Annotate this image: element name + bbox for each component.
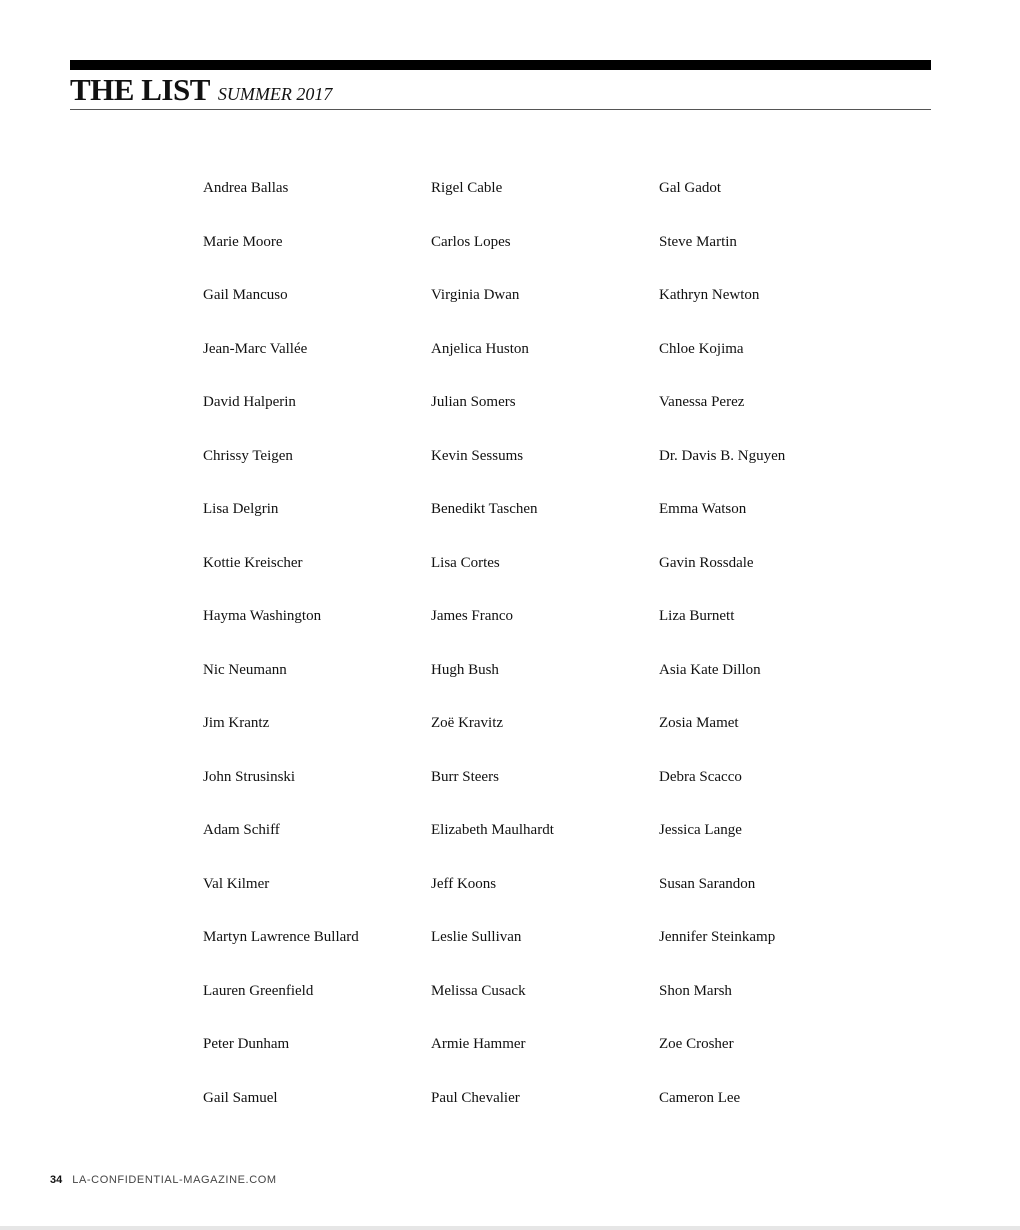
list-item: Armie Hammer xyxy=(431,1036,526,1052)
page-title: THE LIST xyxy=(70,72,210,107)
list-item: Rigel Cable xyxy=(431,180,503,196)
list-item: Gavin Rossdale xyxy=(659,554,754,571)
list-item: Shon Marsh xyxy=(659,982,732,999)
list-item: Nic Neumann xyxy=(203,661,287,678)
list-item: Jeff Koons xyxy=(431,875,497,892)
list-item: Lisa Cortes xyxy=(431,554,500,571)
page-subtitle: SUMMER 2017 xyxy=(217,84,333,104)
list-item: Martyn Lawrence Bullard xyxy=(203,929,359,945)
list-item: Jim Krantz xyxy=(203,715,270,731)
names-list xyxy=(203,177,887,1140)
list-item: Melissa Cusack xyxy=(431,982,526,999)
list-item: Carlos Lopes xyxy=(431,233,511,250)
header-top-rule xyxy=(70,60,931,70)
list-item: Benedikt Taschen xyxy=(431,501,538,517)
list-item: Asia Kate Dillon xyxy=(659,661,761,678)
list-item: Elizabeth Maulhardt xyxy=(431,822,554,838)
list-item: Virginia Dwan xyxy=(431,287,520,303)
list-item: Leslie Sullivan xyxy=(431,929,522,945)
list-item: Anjelica Huston xyxy=(431,340,529,357)
page-header xyxy=(70,72,332,108)
site-url: LA-CONFIDENTIAL-MAGAZINE.COM xyxy=(72,1174,277,1186)
list-item: Zoe Crosher xyxy=(659,1036,734,1052)
list-item: Kottie Kreischer xyxy=(203,554,303,571)
list-item: Julian Somers xyxy=(431,394,516,410)
list-item: Jennifer Steinkamp xyxy=(659,929,776,945)
list-item: Val Kilmer xyxy=(203,875,270,892)
list-item: Lauren Greenfield xyxy=(203,982,314,999)
list-item: Zoë Kravitz xyxy=(431,715,504,731)
list-item: Dr. Davis B. Nguyen xyxy=(659,447,786,464)
page-footer xyxy=(50,1174,277,1186)
list-item: Adam Schiff xyxy=(203,822,280,838)
list-item: Zosia Mamet xyxy=(659,715,739,731)
list-item: Peter Dunham xyxy=(203,1036,290,1052)
list-item: Hugh Bush xyxy=(431,661,499,678)
page-number: 34 xyxy=(50,1174,63,1186)
list-item: Paul Chevalier xyxy=(431,1089,520,1106)
list-item: Lisa Delgrin xyxy=(203,501,279,517)
list-item: Susan Sarandon xyxy=(659,875,756,892)
list-item: Hayma Washington xyxy=(203,608,322,624)
list-item: David Halperin xyxy=(203,394,296,410)
list-item: Vanessa Perez xyxy=(659,394,745,410)
list-item: Jean-Marc Vallée xyxy=(203,340,308,357)
page-bottom-edge xyxy=(0,1226,1020,1230)
list-item: Gail Samuel xyxy=(203,1089,278,1106)
list-item: Andrea Ballas xyxy=(203,180,289,196)
list-item: Chloe Kojima xyxy=(659,340,744,357)
list-item: Burr Steers xyxy=(431,768,499,785)
list-item: Liza Burnett xyxy=(659,608,735,624)
list-item: Gail Mancuso xyxy=(203,287,288,303)
list-item: Jessica Lange xyxy=(659,822,742,838)
list-item: Cameron Lee xyxy=(659,1089,741,1106)
list-item: Chrissy Teigen xyxy=(203,447,293,464)
list-item: Steve Martin xyxy=(659,233,737,250)
header-bottom-rule xyxy=(70,109,931,110)
list-item: Gal Gadot xyxy=(659,180,722,196)
list-item: Kevin Sessums xyxy=(431,447,524,464)
list-item: Marie Moore xyxy=(203,233,283,250)
list-item: Emma Watson xyxy=(659,501,747,517)
list-item: Kathryn Newton xyxy=(659,287,760,303)
list-item: Debra Scacco xyxy=(659,768,742,785)
list-item: James Franco xyxy=(431,608,514,624)
list-item: John Strusinski xyxy=(203,768,296,785)
